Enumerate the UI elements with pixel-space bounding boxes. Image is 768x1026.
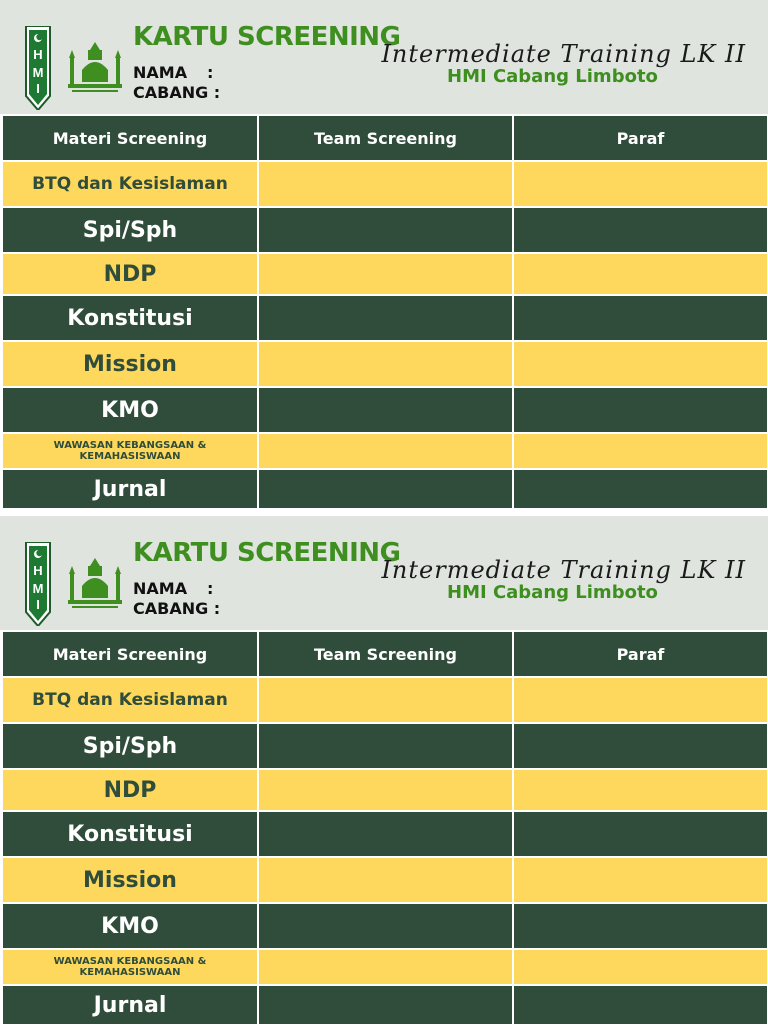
- branch-name: HMI Cabang Limboto: [447, 66, 658, 87]
- logo-letter-m: M: [32, 65, 44, 80]
- team-cell[interactable]: [258, 769, 513, 811]
- hmi-logo-icon: [24, 542, 52, 626]
- training-title: Intermediate Training LK II: [381, 556, 746, 584]
- materi-cell: Konstitusi: [2, 295, 258, 341]
- table-row: [2, 949, 768, 985]
- paraf-cell[interactable]: [513, 949, 768, 985]
- logo-letter-i: I: [36, 597, 40, 612]
- logo-letter-m: M: [32, 581, 44, 596]
- materi-cell: Konstitusi: [2, 811, 258, 857]
- card-header: [0, 516, 768, 630]
- column-header-paraf: Paraf: [513, 631, 768, 677]
- team-cell[interactable]: [258, 207, 513, 253]
- table-row: [2, 253, 768, 295]
- paraf-cell[interactable]: [513, 903, 768, 949]
- team-cell[interactable]: [258, 857, 513, 903]
- logo-letter-h: H: [33, 563, 43, 578]
- materi-cell: KMO: [2, 903, 258, 949]
- materi-cell: Jurnal: [2, 469, 258, 509]
- table-row: [2, 207, 768, 253]
- materi-cell: NDP: [2, 253, 258, 295]
- paraf-cell[interactable]: [513, 469, 768, 509]
- team-cell[interactable]: [258, 161, 513, 207]
- mosque-logo-icon: [66, 556, 124, 612]
- branch-name: HMI Cabang Limboto: [447, 582, 658, 603]
- team-cell[interactable]: [258, 811, 513, 857]
- table-row: [2, 857, 768, 903]
- column-header-team: Team Screening: [258, 631, 513, 677]
- materi-cell: Spi/Sph: [2, 723, 258, 769]
- paraf-cell[interactable]: [513, 985, 768, 1025]
- table-row: [2, 723, 768, 769]
- cabang-label: CABANG :: [133, 83, 221, 102]
- paraf-cell[interactable]: [513, 857, 768, 903]
- paraf-cell[interactable]: [513, 433, 768, 469]
- materi-cell: BTQ dan Kesislaman: [2, 677, 258, 723]
- paraf-cell[interactable]: [513, 769, 768, 811]
- column-header-team: Team Screening: [258, 115, 513, 161]
- team-cell[interactable]: [258, 903, 513, 949]
- team-cell[interactable]: [258, 295, 513, 341]
- team-cell[interactable]: [258, 949, 513, 985]
- paraf-cell[interactable]: [513, 253, 768, 295]
- table-row: [2, 295, 768, 341]
- card-title: KARTU SCREENING: [133, 22, 401, 52]
- nama-label: NAMA :: [133, 579, 214, 598]
- team-cell[interactable]: [258, 723, 513, 769]
- materi-cell: NDP: [2, 769, 258, 811]
- table-row: [2, 387, 768, 433]
- screening-card: [0, 516, 768, 1024]
- table-row: [2, 811, 768, 857]
- paraf-cell[interactable]: [513, 295, 768, 341]
- hmi-logo-icon: [24, 26, 52, 110]
- team-cell[interactable]: [258, 253, 513, 295]
- paraf-cell[interactable]: [513, 161, 768, 207]
- column-header-materi: Materi Screening: [2, 115, 258, 161]
- paraf-cell[interactable]: [513, 723, 768, 769]
- materi-cell: Jurnal: [2, 985, 258, 1025]
- table-row: [2, 469, 768, 509]
- materi-cell: WAWASAN KEBANGSAAN & KEMAHASISWAAN: [2, 433, 258, 469]
- team-cell[interactable]: [258, 387, 513, 433]
- table-row: [2, 985, 768, 1025]
- table-row: [2, 433, 768, 469]
- card-header: [0, 0, 768, 114]
- team-cell[interactable]: [258, 469, 513, 509]
- materi-cell: BTQ dan Kesislaman: [2, 161, 258, 207]
- screening-table: [1, 630, 768, 1026]
- paraf-cell[interactable]: [513, 811, 768, 857]
- team-cell[interactable]: [258, 985, 513, 1025]
- paraf-cell[interactable]: [513, 387, 768, 433]
- cabang-label: CABANG :: [133, 599, 221, 618]
- screening-card: [0, 0, 768, 508]
- team-cell[interactable]: [258, 341, 513, 387]
- table-row: [2, 903, 768, 949]
- mosque-logo-icon: [66, 40, 124, 96]
- logo-letter-i: I: [36, 81, 40, 96]
- materi-cell: Spi/Sph: [2, 207, 258, 253]
- paraf-cell[interactable]: [513, 341, 768, 387]
- logo-letter-h: H: [33, 47, 43, 62]
- nama-label: NAMA :: [133, 63, 214, 82]
- training-title: Intermediate Training LK II: [381, 40, 746, 68]
- materi-cell: WAWASAN KEBANGSAAN & KEMAHASISWAAN: [2, 949, 258, 985]
- table-row: [2, 341, 768, 387]
- table-row: [2, 677, 768, 723]
- column-header-materi: Materi Screening: [2, 631, 258, 677]
- team-cell[interactable]: [258, 433, 513, 469]
- table-row: [2, 769, 768, 811]
- screening-table: [1, 114, 768, 510]
- materi-cell: KMO: [2, 387, 258, 433]
- team-cell[interactable]: [258, 677, 513, 723]
- card-title: KARTU SCREENING: [133, 538, 401, 568]
- column-header-paraf: Paraf: [513, 115, 768, 161]
- table-row: [2, 161, 768, 207]
- materi-cell: Mission: [2, 857, 258, 903]
- paraf-cell[interactable]: [513, 677, 768, 723]
- materi-cell: Mission: [2, 341, 258, 387]
- paraf-cell[interactable]: [513, 207, 768, 253]
